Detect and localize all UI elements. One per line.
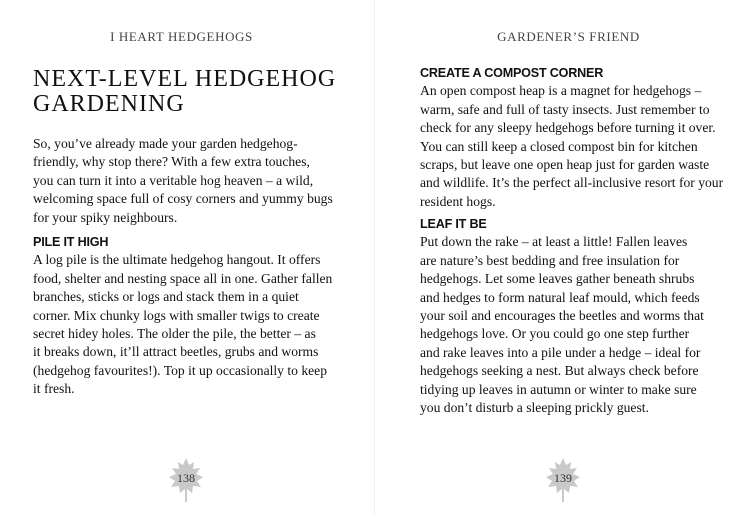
intro-paragraph — [33, 135, 333, 227]
text-line: You can still keep a closed compost bin for kitchen — [420, 138, 698, 154]
text-line: tidying up leaves in autumn or winter to make sure — [420, 381, 697, 397]
text-line: hedgehogs. Let some leaves gather beneath shrubs — [420, 271, 695, 287]
text-line: for your spiky neighbours. — [33, 209, 178, 225]
text-line: and wildlife. It’s the perfect all-inclusive resort for your — [420, 175, 724, 191]
right-page — [375, 0, 750, 515]
text-line: warm, safe and full of tasty insects. Just remember to — [420, 101, 710, 117]
section-body — [33, 251, 332, 398]
text-line: hedgehogs seeking a nest. But always check before — [420, 363, 699, 379]
page-number-badge-right — [543, 456, 583, 504]
section-body — [420, 82, 723, 211]
text-line: So, you’ve already made your garden hedgehog- — [33, 136, 298, 151]
chapter-title — [33, 67, 353, 117]
text-line: you don’t disturb a sleeping prickly guest. — [420, 400, 649, 416]
text-line: it breaks down, it’ll attract beetles, grubs and worms — [33, 344, 319, 360]
text-line: resident hogs. — [420, 193, 496, 209]
text-line: your soil and encourages the beetles and worms that — [420, 308, 704, 324]
text-line: and rake leaves into a pile under a hedge – ideal for — [420, 344, 701, 360]
text-line: friendly, why stop there? With a few extra touches, — [33, 154, 310, 170]
text-line: and hedges to form natural leaf mould, which feeds — [420, 289, 700, 305]
text-line: you can turn it into a veritable hog heaven – a wild, — [33, 172, 314, 188]
text-line: welcoming space full of cosy corners and yummy bugs — [33, 191, 333, 207]
chapter-title-line: GARDENING — [33, 91, 185, 117]
text-line: (hedgehog favourites!). Top it up occasionally to keep — [33, 362, 327, 378]
section-heading: CREATE A COMPOST CORNER — [420, 66, 604, 80]
section-compost-corner — [420, 64, 723, 211]
text-line: A log pile is the ultimate hedgehog hangout. It offers — [33, 252, 321, 268]
text-line: scraps, but leave one open heap just for garden waste — [420, 157, 710, 173]
text-line: it fresh. — [33, 381, 75, 397]
text-line: hedgehogs love. Or you could go one step further — [420, 326, 690, 342]
section-heading: LEAF IT BE — [420, 217, 487, 231]
text-line: check for any sleepy hedgehogs before turning it over. — [420, 120, 716, 136]
running-head-left: I HEART HEDGEHOGS — [110, 29, 253, 44]
text-line: secret hidey holes. The older the pile, the better – as — [33, 326, 316, 342]
section-body — [420, 233, 704, 417]
page-number: 138 — [177, 471, 195, 485]
chapter-title-line: NEXT-LEVEL HEDGEHOG — [33, 66, 337, 92]
text-line: An open compost heap is a magnet for hedgehogs – — [420, 83, 702, 99]
section-heading: PILE IT HIGH — [33, 235, 109, 249]
page-number: 139 — [554, 471, 572, 485]
section-leaf-it-be — [420, 215, 704, 417]
running-head-right: GARDENER’S FRIEND — [497, 29, 640, 44]
page-number-badge-left — [166, 456, 206, 504]
text-line: Put down the rake – at least a little! Fallen leaves — [420, 234, 688, 250]
text-line: are nature’s best bedding and free insulation for — [420, 252, 680, 268]
text-line: food, shelter and nesting space all in one. Gather fallen — [33, 270, 333, 286]
text-line: branches, sticks or logs and stack them in a quiet — [33, 289, 299, 305]
text-line: corner. Mix chunky logs with smaller twigs to create — [33, 307, 320, 323]
section-pile-it-high — [33, 233, 332, 399]
